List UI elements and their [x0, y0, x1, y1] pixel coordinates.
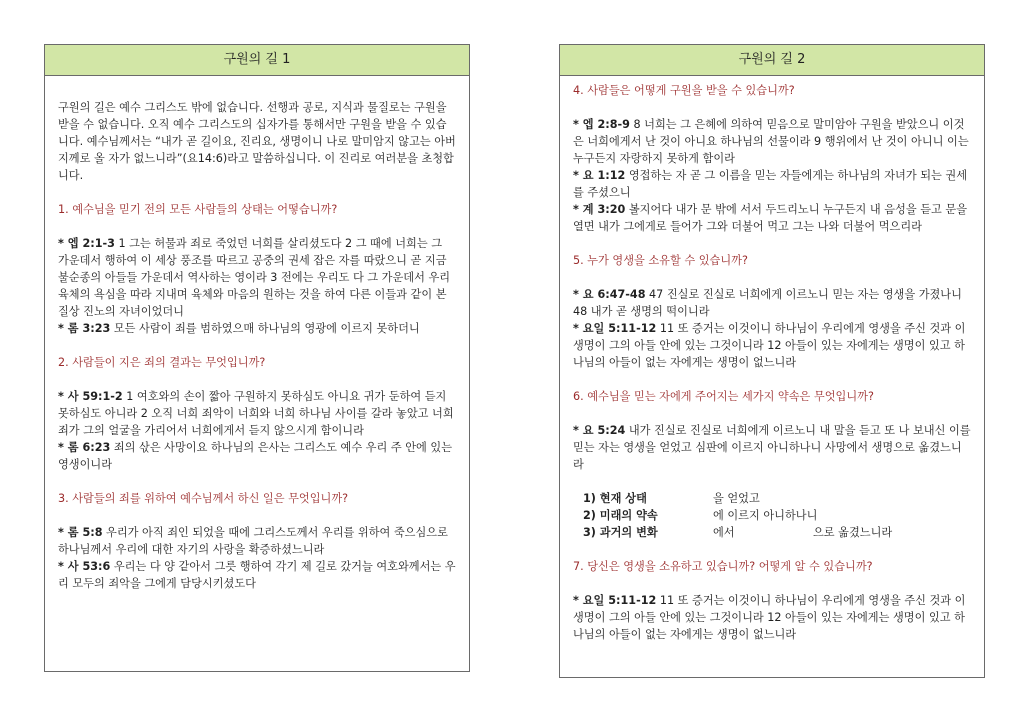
page-left-panel	[44, 44, 470, 672]
verse-ref: * 요 6:47-48	[573, 288, 646, 301]
verse	[573, 592, 971, 643]
verse	[58, 524, 456, 558]
question-heading: 1. 예수님을 믿기 전의 모든 사람들의 상태는 어떻습니까?	[58, 203, 338, 216]
verse	[573, 116, 971, 167]
verse-text: 11 또 증거는 이것이니 하나님이 우리에게 영생을 주신 것과 이 생명이 그의 아들 안에 있는 그것이니라 12 아들이 있는 자에게는 생명이 있고 하나님의 아들이 없는 자에게는 생명이 없느니라	[573, 594, 966, 641]
promise-label: 3) 과거의 변화	[583, 526, 658, 539]
panel-body	[560, 76, 984, 643]
question-heading: 5. 누가 영생을 소유할 수 있습니까?	[573, 254, 748, 267]
promise-blank-a: 에서	[713, 526, 735, 539]
promise-blank-a: 에 이르지 아니하나니	[713, 509, 818, 522]
verse	[573, 320, 971, 371]
verse-ref: * 엡 2:8-9	[573, 118, 630, 131]
question-heading: 3. 사람들의 죄를 위하여 예수님께서 하신 일은 무엇입니까?	[58, 492, 349, 505]
verse	[58, 388, 456, 439]
verse-text: 모든 사람이 죄를 범하였으매 하나님의 영광에 이르지 못하더니	[110, 322, 420, 335]
promise-label: 1) 현재 상태	[583, 492, 647, 505]
verse-text: 죄의 삯은 사망이요 하나님의 은사는 그리스도 예수 우리 주 안에 있는 영생이니라	[58, 441, 453, 471]
verse-ref: * 요 1:12	[573, 169, 626, 182]
verse-ref: * 요일 5:11-12	[573, 322, 657, 335]
verse-text: 8 너희는 그 은혜에 의하여 믿음으로 말미암아 구원을 받았으니 이것은 너희에게서 난 것이 아니요 하나님의 선물이라 9 행위에서 난 것이 아니니 이는 누구든지 자랑하지 못하게 함이라	[573, 118, 969, 165]
verse-ref: * 롬 3:23	[58, 322, 111, 335]
verse	[58, 320, 456, 337]
intro-paragraph: 구원의 길은 예수 그리스도 밖에 없습니다. 선행과 공로, 지식과 물질로는 구원을 받을 수 없습니다. 오직 예수 그리스도의 십자가를 통해서만 구원을 받을 수 있습니다. 예수님께서는 “내가 곧 길이요, 진리요, 생명이니 나로 말미암지 않고는 아버지께로 올 자가 없느니라”(요14:6)라고 말씀하십니다. 이 진리로 여러분을 초청합니다.	[58, 101, 456, 182]
verse-ref: * 계 3:20	[573, 203, 626, 216]
verse-text: 내가 진실로 진실로 너희에게 이르노니 내 말을 듣고 또 나 보내신 이를 믿는 자는 영생을 얻었고 심판에 이르지 아니하나니 사망에서 생명으로 옮겼느니라	[573, 424, 971, 471]
promise-row	[573, 490, 971, 507]
verse-text: 우리가 아직 죄인 되었을 때에 그리스도께서 우리를 위하여 죽으심으로 하나님께서 우리에 대한 자기의 사랑을 확증하셨느니라	[58, 526, 448, 556]
question-heading: 4. 사람들은 어떻게 구원을 받을 수 있습니까?	[573, 84, 795, 97]
promise-blank-a: 을 얻었고	[713, 492, 760, 505]
verse-text: 1 여호와의 손이 짧아 구원하지 못하심도 아니요 귀가 둔하여 듣지 못하심도 아니라 2 오직 너희 죄악이 너희와 너희 하나님 사이를 갈라 놓았고 너희 죄가 그의 얼굴을 가리어서 너희에게서 듣지 않으시게 함이니라	[58, 390, 454, 437]
panel-body	[45, 76, 469, 592]
verse-ref: * 롬 6:23	[58, 441, 111, 454]
promise-row	[573, 524, 971, 541]
verse-text: 영접하는 자 곧 그 이름을 믿는 자들에게는 하나님의 자녀가 되는 권세를 주셨으니	[573, 169, 968, 199]
verse	[58, 439, 456, 473]
question-heading: 6. 예수님을 믿는 자에게 주어지는 세가지 약속은 무엇입니까?	[573, 390, 874, 403]
question-heading: 2. 사람들이 지은 죄의 결과는 무엇입니까?	[58, 356, 266, 369]
question-heading: 7. 당신은 영생을 소유하고 있습니까? 어떻게 알 수 있습니까?	[573, 560, 873, 573]
promise-blank-b: 으로 옮겼느니라	[813, 526, 893, 539]
promise-row	[573, 507, 971, 524]
verse	[58, 558, 456, 592]
verse-ref: * 엡 2:1-3	[58, 237, 115, 250]
verse-ref: * 사 59:1-2	[58, 390, 123, 403]
verse	[573, 422, 971, 473]
verse-ref: * 요 5:24	[573, 424, 626, 437]
promise-label: 2) 미래의 약속	[583, 509, 658, 522]
panel-title: 구원의 길 2	[560, 45, 984, 76]
verse	[58, 235, 456, 320]
panel-title: 구원의 길 1	[45, 45, 469, 76]
verse	[573, 167, 971, 201]
verse	[573, 201, 971, 235]
verse	[573, 286, 971, 320]
verse-ref: * 사 53:6	[58, 560, 111, 573]
verse-ref: * 요일 5:11-12	[573, 594, 657, 607]
page-right-panel	[559, 44, 985, 678]
verse-text: 11 또 증거는 이것이니 하나님이 우리에게 영생을 주신 것과 이 생명이 그의 아들 안에 있는 그것이니라 12 아들이 있는 자에게는 생명이 있고 하나님의 아들이 없는 자에게는 생명이 없느니라	[573, 322, 966, 369]
verse-ref: * 롬 5:8	[58, 526, 103, 539]
verse-text: 우리는 다 양 같아서 그릇 행하여 각기 제 길로 갔거늘 여호와께서는 우리 모두의 죄악을 그에게 담당시키셨도다	[58, 560, 456, 590]
verse-text: 1 그는 허물과 죄로 죽었던 너희를 살리셨도다 2 그 때에 너희는 그 가운데서 행하여 이 세상 풍조를 따르고 공중의 권세 잡은 자를 따랐으니 곧 지금 불순종의 아들들 가운데서 역사하는 영이라 3 전에는 우리도 다 그 가운데서 우리 육체의 욕심을 따라 지내며 육체와 마음의 원하는 것을 하여 다른 이들과 같이 본질상 진노의 자녀이었더니	[58, 237, 451, 318]
verse-text: 볼지어다 내가 문 밖에 서서 두드리노니 누구든지 내 음성을 듣고 문을 열면 내가 그에게로 들어가 그와 더불어 먹고 그는 나와 더불어 먹으리라	[573, 203, 968, 233]
verse-text: 47 진실로 진실로 너희에게 이르노니 믿는 자는 영생을 가졌나니 48 내가 곧 생명의 떡이니라	[573, 288, 962, 318]
